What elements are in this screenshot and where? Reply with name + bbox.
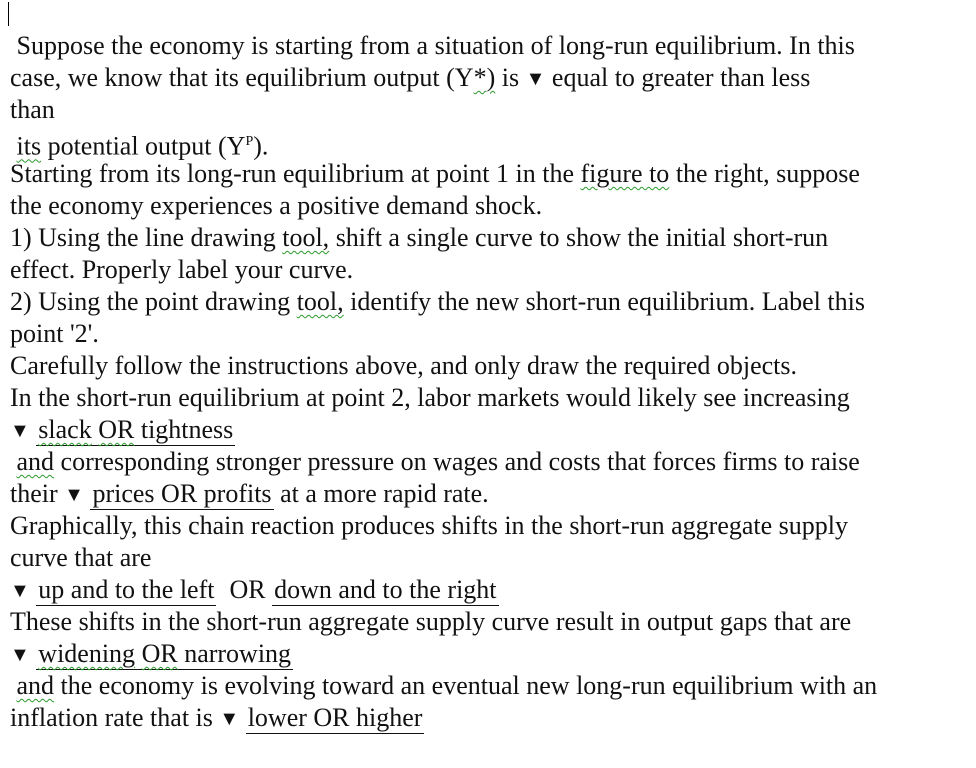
dropdown-arrow-icon[interactable]: ▼ (10, 580, 30, 602)
p1-line1: Suppose the economy is starting from a situation of long-run equilibrium. In this (16, 31, 855, 60)
sras-shift-option-a[interactable]: up and to the left (38, 575, 215, 604)
firm-raise-dropdown[interactable]: prices OR profits (92, 479, 272, 508)
p1-line3 (10, 94, 960, 126)
p3-line1: and corresponding stronger pressure on wages and costs that forces firms to raise (16, 447, 860, 476)
dropdown-arrow-icon[interactable]: ▼ (525, 68, 546, 90)
p2-line5: 2) Using the point drawing tool, identify the new short-run equilibrium. Label this (10, 287, 865, 316)
p5-line2: inflation rate that is ▼ lower OR higher (10, 702, 960, 734)
p2-line8: In the short-run equilibrium at point 2, labor markets would likely see increasing (10, 383, 850, 412)
p2-line4: effect. Properly label your curve. (10, 255, 354, 284)
dropdown-arrow-icon[interactable]: ▼ (10, 420, 30, 442)
text-cursor (8, 2, 9, 26)
dropdown-arrow-icon[interactable]: ▼ (219, 708, 240, 730)
p2-line1: Starting from its long-run equilibrium at point 1 in the figure to the right, suppose (10, 159, 860, 188)
p3-line3: Graphically, this chain reaction produces shifts in the short-run aggregate supply (10, 511, 849, 540)
question-document (10, 30, 960, 734)
p3-line2: their ▼ prices OR profits at a more rapid rate. (10, 478, 960, 510)
dropdown-sras-shift: ▼ up and to the left OR down and to the right (10, 574, 960, 606)
output-gap-dropdown[interactable]: widening OR narrowing (38, 639, 292, 668)
p2-line7: Carefully follow the instructions above, and only draw the required objects. (10, 351, 798, 380)
p1-line4: its potential output $(Y^P)$. (16, 131, 269, 161)
p2-line6: point '2'. (10, 319, 99, 348)
labor-market-dropdown[interactable]: slack OR tightness (38, 415, 234, 444)
p1-line2: case, we know that its equilibrium output (Y*) is ▼ equal to greater than less (10, 62, 960, 94)
output-comparison-dropdown[interactable]: equal to greater than less (545, 63, 811, 92)
dropdown-arrow-icon[interactable]: ▼ (64, 484, 84, 506)
p5-line1: and the economy is evolving toward an eventual new long-run equilibrium with an (16, 671, 878, 700)
p4-line1: These shifts in the short-run aggregate supply curve result in output gaps that are (10, 607, 852, 636)
dropdown-arrow-icon[interactable]: ▼ (10, 644, 30, 666)
p2-line3: 1) Using the line drawing tool, shift a single curve to show the initial short-run (10, 223, 829, 252)
p2-line2: the economy experiences a positive demand shock. (10, 191, 543, 220)
dropdown-output-gap (10, 638, 960, 670)
y-star-marker: *) (473, 63, 496, 92)
sras-shift-option-b[interactable]: down and to the right (274, 575, 497, 604)
output-comparison-dropdown-cont[interactable]: than (10, 95, 55, 124)
p3-line4: curve that are (10, 543, 152, 572)
inflation-rate-dropdown[interactable]: lower OR higher (247, 703, 423, 732)
dropdown-labor-market (10, 414, 960, 446)
